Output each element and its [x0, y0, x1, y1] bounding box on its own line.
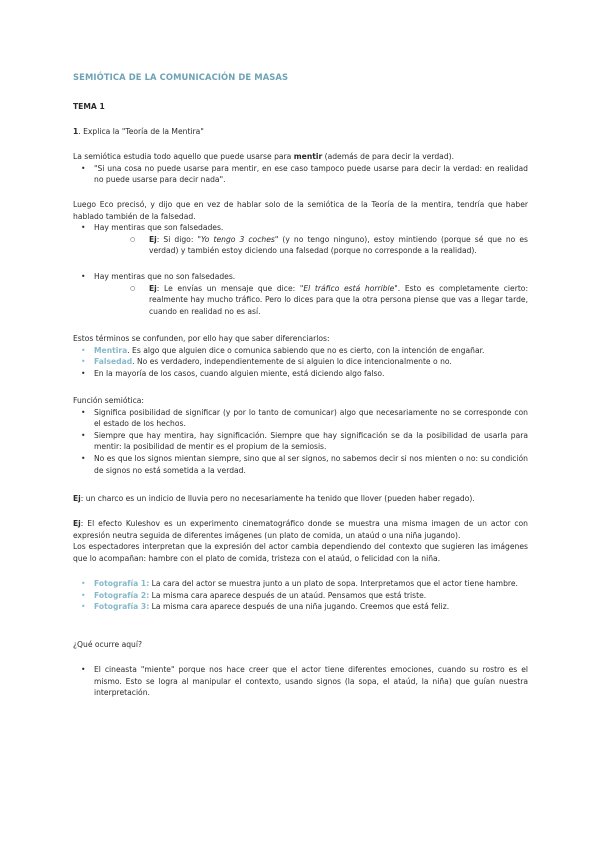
foto-text: La misma cara aparece después de un ataúd. Pensamos que está triste.	[149, 590, 427, 600]
list-item: • El cineasta "miente" porque nos hace creer que el actor tiene diferentes emociones, cuando su rostro es el mismo. Esto se logra al manipular el contexto, usando signos (la sopa, el ataúd, la niña) que guían nuestra interpretación.	[73, 664, 528, 699]
ej-post: (y no tengo ninguno), estoy mintiendo (porque sé que no es verdad) y también estoy diciendo una falsedad (porque no corresponde a la realidad).	[149, 234, 529, 256]
tema-heading: TEMA 1	[73, 102, 105, 111]
example-kuleshov	[73, 518, 528, 564]
definitions-intro: Estos términos se confunden, por ello hay que saber diferenciarlos:	[73, 334, 330, 343]
list-item: • Hay mentiras que no son falsedades.	[73, 271, 528, 283]
list-item	[73, 368, 528, 380]
ej-post: . Esto es completamente cierto: realmente hay mucho tráfico. Pero lo dices para que la otra persona piense que vas a llegar tarde, cuando en realidad no es así.	[149, 283, 529, 316]
funcion-title: Función semiótica:	[73, 396, 144, 405]
foto-text: La misma cara aparece después de una niña jugando. Creemos que está feliz.	[149, 602, 450, 612]
question-1	[73, 126, 528, 138]
foto-label: Fotografía 3:	[94, 602, 150, 612]
question-line: ¿Qué ocurre aquí?	[73, 640, 142, 649]
list-item: • No es que los signos mientan siempre, sino que al ser signos, no sabemos decir si nos mienten o no: su condición de signos no está sometida a la verdad.	[73, 453, 528, 476]
example-item	[73, 234, 528, 257]
ej-quote: "Yo tengo 3 coches"	[197, 234, 279, 244]
def-text: . Es algo que alguien dice o comunica sabiendo que no es cierto, con la intención de engañar.	[127, 345, 485, 355]
list-item	[73, 345, 528, 357]
foto-label: Fotografía 1:	[94, 579, 150, 588]
paragraph-semiotica	[73, 151, 528, 186]
list-item	[73, 601, 528, 613]
p1-bold: mentir	[293, 152, 323, 161]
ej-label: Ej	[73, 519, 81, 528]
def-text: En la mayoría de los casos, cuando alguien miente, está diciendo algo falso.	[94, 368, 385, 378]
term-falsedad: Falsedad	[94, 357, 133, 367]
ej-text: : El efecto Kuleshov es un experimento cinematográfico donde se muestra una misma imagen de un actor con expresión neutra seguida de diferentes imágenes (un plato de comida, un ataúd o una niña jugando).	[73, 519, 528, 540]
list-item: • Hay mentiras que son falsedades.	[73, 222, 528, 234]
ej-pre: : Le envías un mensaje que dice:	[156, 283, 300, 293]
answer-list	[73, 664, 528, 699]
example-charco	[73, 493, 528, 505]
ej-label: Ej	[73, 494, 81, 503]
ej-text-2: Los espectadores interpretan que la expresión del actor cambia dependiendo del contexto que sugieren las imágenes que lo acompañan: hambre con el plato de comida, tristeza con el ataúd, o felicidad con la niña.	[73, 542, 528, 563]
document-title: SEMIÓTICA DE LA COMUNICACIÓN DE MASAS	[73, 72, 289, 82]
funcion-section	[73, 395, 528, 476]
paragraph-eco: Luego Eco precisó, y dijo que en vez de hablar solo de la semiótica de la Teoría de la mentira, tendría que haber hablado también de la falsedad.	[73, 200, 528, 221]
example-item	[73, 283, 528, 318]
no-falsedades-list	[73, 271, 528, 317]
list-item	[73, 590, 528, 602]
list-item: • Significa posibilidad de significar (y por lo tanto de comunicar) algo que necesariamente no se corresponde con el estado de los hechos.	[73, 407, 528, 430]
ej-quote: "El tráfico está horrible"	[299, 283, 398, 293]
falsedades-list	[73, 222, 528, 257]
question-text: . Explica la "Teoría de la Mentira"	[78, 127, 204, 136]
foto-text: La cara del actor se muestra junto a un plato de sopa. Interpretamos que el actor tiene hambre.	[149, 579, 518, 588]
ej-text: : un charco es un indicio de lluvia pero no necesariamente ha tenido que llover (pueden haber regado).	[80, 494, 475, 503]
ej-label: Ej	[149, 283, 157, 293]
list-item: • Siempre que hay mentira, hay significación. Siempre que hay significación se da la posibilidad de usarla para mentir: la posibilidad de mentir es el propium de la semiosis.	[73, 430, 528, 453]
question-number: 1	[73, 127, 79, 136]
ej-label: Ej	[149, 234, 157, 244]
list-item	[73, 356, 528, 368]
list-item: • "Si una cosa no puede usarse para mentir, en ese caso tampoco puede usarse para decir la verdad: en realidad no puede usarse para decir nada".	[73, 163, 528, 186]
p1-post: (además de para decir la verdad).	[322, 152, 455, 161]
foto-label: Fotografía 2:	[94, 590, 150, 600]
term-mentira: Mentira	[94, 345, 128, 355]
ej-pre: : Si digo:	[156, 234, 198, 244]
p1-pre: La semiótica estudia todo aquello que puede usarse para	[73, 152, 294, 161]
definitions-section	[73, 333, 528, 379]
list-item	[73, 578, 528, 590]
def-text: . No es verdadero, independientemente de si alguien lo dice intencionalmente o no.	[132, 357, 452, 367]
fotografias-list	[73, 578, 528, 613]
